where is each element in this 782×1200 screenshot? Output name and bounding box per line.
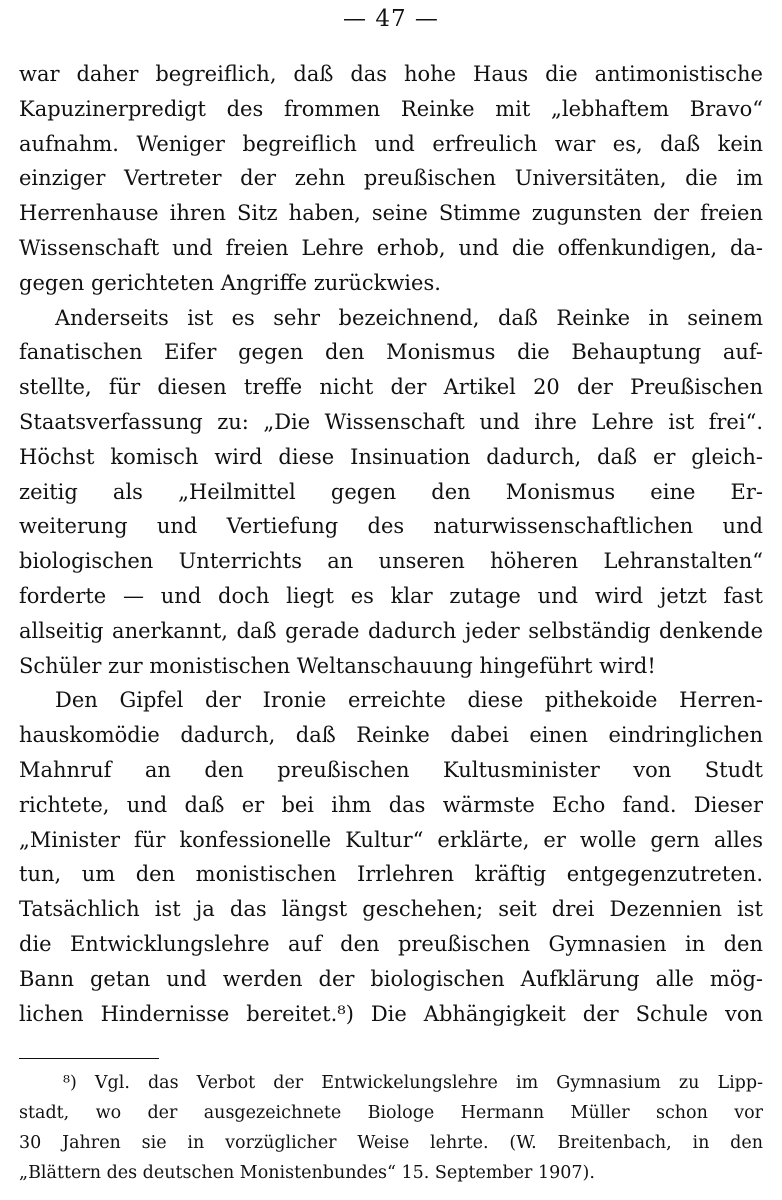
text-line: gegen gerichteten Angriffe zurückwies. [19,270,441,295]
text-line: weiterung und Vertiefung des naturwissenschaftlichen und [19,514,763,539]
text-line: aufnahm. Weniger begreiflich und erfreulich war es, daß kein [19,131,763,156]
text-line: die Entwicklungslehre auf den preußischen Gymnasien in den [19,931,763,956]
footnote [19,1068,763,1188]
text-line: lichen Hindernisse bereitet.⁸) Die Abhängigkeit der Schule von [19,1001,763,1026]
text-line: Wissenschaft und freien Lehre erhob, und die offenkundigen, da- [19,235,763,260]
text-line: forderte — und doch liegt es klar zutage und wird jetzt fast [19,583,763,608]
text-line: tun, um den monistischen Irrlehren kräftig entgegenzutreten. [19,862,763,887]
text-line: richtete, und daß er bei ihm das wärmste Echo fand. Dieser [19,792,763,817]
footnote-line: 30 Jahren sie in vorzüglicher Weise lehrte. (W. Breitenbach, in den [19,1133,763,1153]
text-line: Anderseits ist es sehr bezeichnend, daß Reinke in seinem [55,305,763,330]
footnote-line: ⁸) Vgl. das Verbot der Entwickelungslehre im Gymnasium zu Lipp- [63,1073,763,1093]
text-line: Bann getan und werden der biologischen Aufklärung alle mög- [19,966,763,991]
text-line: Höchst komisch wird diese Insinuation dadurch, daß er gleich- [19,444,763,469]
text-line: fanatischen Eifer gegen den Monismus die Behauptung auf- [19,340,763,365]
footnote-line: stadt, wo der ausgezeichnete Biologe Hermann Müller schon vor [19,1103,763,1123]
text-line: „Minister für konfessionelle Kultur“ erklärte, er wolle gern alles [19,827,763,852]
text-line: zeitig als „Heilmittel gegen den Monismus eine Er- [19,479,763,504]
text-line: biologischen Unterrichts an unseren höheren Lehranstalten“ [19,549,763,574]
text-line: einziger Vertreter der zehn preußischen Universitäten, die im [19,166,763,191]
text-line: Herrenhause ihren Sitz haben, seine Stimme zugunsten der freien [19,201,763,226]
text-line: Mahnruf an den preußischen Kultusminister von Studt [19,757,763,782]
text-line: Kapuzinerpredigt des frommen Reinke mit „lebhaftem Bravo“ [19,96,763,121]
text-line: Staatsverfassung zu: „Die Wissenschaft und ihre Lehre ist frei“. [19,409,763,434]
page-number: — 47 — [343,6,439,32]
text-line: hauskomödie dadurch, daß Reinke dabei einen eindringlichen [19,723,763,748]
text-line: Den Gipfel der Ironie erreichte diese pithekoide Herren- [55,688,763,713]
footnote-divider [19,1058,159,1059]
text-line: Schüler zur monistischen Weltanschauung hingeführt wird! [19,653,656,678]
text-line: allseitig anerkannt, daß gerade dadurch jeder selbständig denkende [19,618,763,643]
text-line: Tatsächlich ist ja das längst geschehen; seit drei Dezennien ist [19,897,763,922]
text-line: stellte, für diesen treffe nicht der Artikel 20 der Preußischen [19,375,763,400]
body-text [19,57,763,1031]
footnote-line: „Blättern des deutschen Monistenbundes“ 15. September 1907). [19,1163,595,1183]
text-line: war daher begreiflich, daß das hohe Haus die antimonistische [19,62,763,86]
